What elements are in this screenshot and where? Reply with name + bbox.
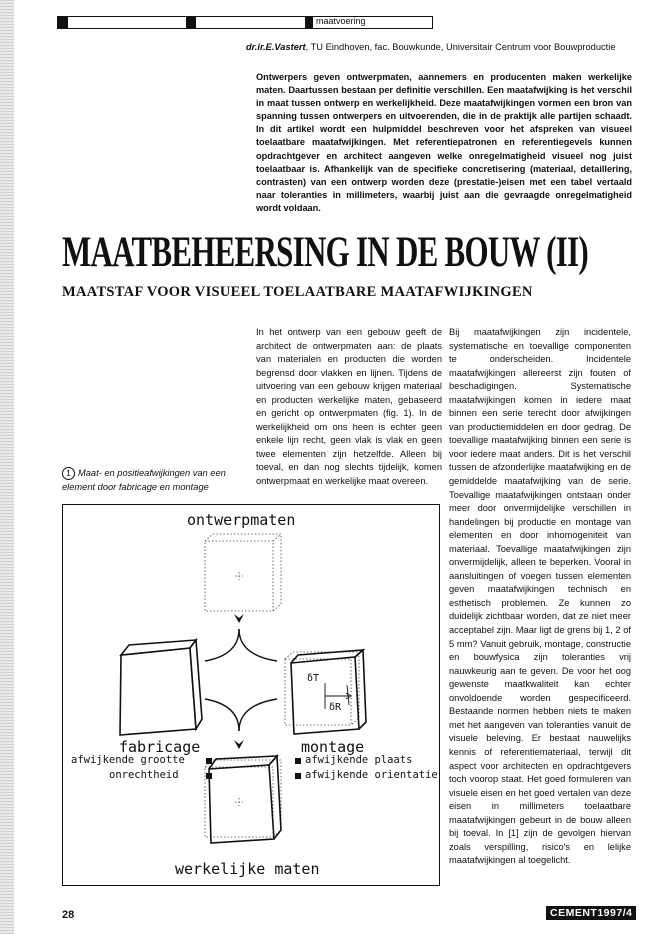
figure-caption-text: Maat- en positieafwijkingen van een element door fabricage en montage [62, 468, 226, 492]
body-column-2: Bij maatafwijkingen zijn incidentele, systematische en toevallige componenten te onderscheiden. Incidentele maatafwijkingen allereerst zijn fouten of beschadigingen. Systematische maatafwijkingen komen in iedere maat binnen een serie terecht door afwijkingen van productiemiddelen en door gedrag. De toevallige maatafwijking binnen een serie is voor iedere maat anders. Dit is het verschil tussen de afzonderlijke maatafwijking en de gemiddelde maatafwijking van de serie. Toevallige maatafwijkingen ontstaan onder meer door onvermijdelijke verschillen in handelingen bij productie en montage van elementen en door inhomogeniteit van materiaal. Toevallige maatafwijkingen zijn onvermijdelijk, alleen te beperken. Vooral in aansluitingen of voegen tussen elementen geven maatafwijkingen technisch en esthetisch problemen. Ze kunnen zo duidelijk zichtbaar worden, dat ze niet meer acceptabel zijn. Maar ligt de grens bij 1, 2 of 5 mm? Vanuit gebruik, montage, constructie en bouwfysica zijn toleranties vrij nauwkeurig aan te geven. De voor het oog gewenste maatkwaliteit kan echter onvoldoende worden gespecificeerd. Bestaande normen hebben niets te maken met het aangeven van toleranties vanuit de visuele beleving. Er bestaat nauwelijks kennis of referentiemateriaal, terwijl dit aspect voor architecten en opdrachtgevers toch voorop staat. Het goed formuleren van visuele eisen en het goed vertalen van deze eisen in millimeters toelaatbare maatafwijkingen gebeurt in de bouw alleen bij toeval. In [1] zijn de gevolgen hiervan zoals verspilling, risico's en lelijke maatafwijkingen al toegelicht. [449, 327, 631, 866]
label-delta-t: δT [307, 673, 320, 684]
label-deviating-size: afwijkende grootte [71, 754, 185, 766]
author-affiliation: , TU Eindhoven, fac. Bouwkunde, Universitair Centrum voor Bouwproductie [305, 42, 616, 52]
abstract: Ontwerpers geven ontwerpmaten, aannemers en producenten maken werkelijke maten. Daartussen bestaan per definitie verschillen. Een maatafwijking is het verschil in maat tussen ontwerp en werkelijkheid. Deze maatafwijkingen vormen een bron van spanning tussen ontwerpers en uitvoerenden, die in de praktijk alle partijen schaadt. In dit artikel wordt een hulpmiddel beschreven voor het afspreken van visueel toelaatbare maatafwijkingen. Met referentiepatronen en referentiegevels kunnen opdrachtgever en architect aangeven welke onregelmatigheid visueel nog juist toelaatbaar is. Afhankelijk van de specifieke concretisering (materiaal, detaillering, contrasten) van een ontwerp worden deze (prestatie-)eisen met een tabel vertaald naar toleranties in millimeters, waarbij juist aan die gevraagde onregelmatigheid wordt voldaan. [256, 72, 632, 213]
label-deviating-position: afwijkende plaats [305, 754, 413, 766]
design-cube [205, 534, 281, 611]
header-block [305, 17, 313, 28]
label-delta-r: δR [329, 702, 342, 713]
journal-badge: CEMENT1997/4 [546, 906, 636, 920]
label-assembly: montage [301, 738, 365, 756]
header-block [58, 17, 68, 28]
body-column-1: In het ontwerp van een gebouw geeft de architect de ontwerpmaten aan: de plaats van materialen en producten die worden begrensd door vlakken en lijnen. Tijdens de uitvoering van een gebouw krijgen materiaal en producten werkelijke maten, gebaseerd en gericht op ontwerpmaten (fig. 1). In de werkelijkheid om ons heen is echter geen enkele lijn recht, geen vlak is vlak en geen twee elementen zijn hetzelfde. Alleen bij toeval, en dan nog slechts tijdelijk, komen ontwerpmaat en werkelijke maat overeen. [256, 327, 442, 487]
label-out-of-straight: onrechtheid [109, 769, 179, 781]
article-subtitle: MAATSTAF VOOR VISUEEL TOELAATBARE MAATAFWIJKINGEN [62, 284, 533, 300]
label-deviating-orientation: afwijkende orientatie [305, 769, 438, 781]
figure-drawing [63, 505, 441, 887]
byline [246, 42, 631, 52]
assembly-block [285, 650, 366, 734]
article-title: MAATBEHEERSING IN DE BOUW (II) [62, 229, 589, 276]
fabrication-block [120, 640, 202, 735]
figure-caption [62, 467, 247, 494]
page-number: 28 [62, 909, 75, 921]
figure-1 [62, 504, 440, 886]
label-fabrication: fabricage [119, 738, 201, 756]
author-name: dr.ir.E.Vastert [246, 42, 306, 52]
scan-margin-strip [0, 0, 14, 934]
section-header-bar [57, 16, 433, 29]
header-block [186, 17, 196, 28]
figure-number: 1 [62, 467, 75, 480]
section-label: maatvoering [316, 16, 366, 26]
flow-curves [205, 629, 277, 731]
actual-block [205, 756, 281, 843]
label-actual-sizes: werkelijke maten [175, 860, 320, 878]
label-design-sizes: ontwerpmaten [187, 511, 296, 529]
